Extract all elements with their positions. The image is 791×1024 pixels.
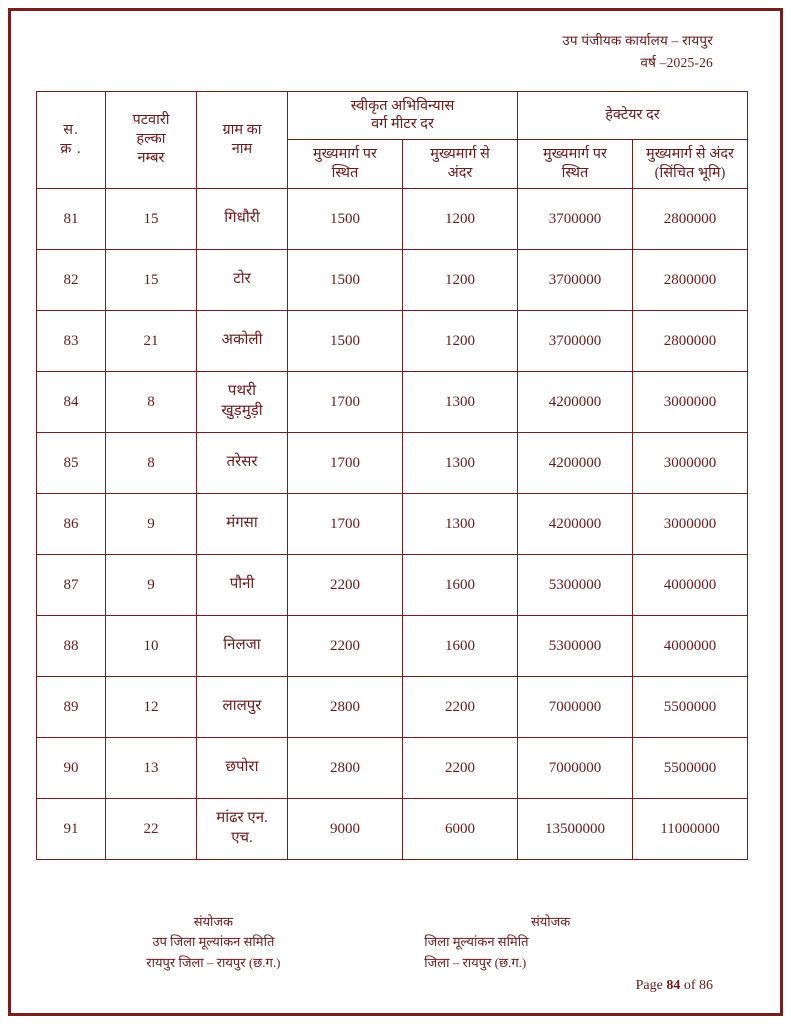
cell-hectare-main: 4200000 [518,493,633,554]
cell-sqm-main: 1500 [288,188,403,249]
table-row [37,310,748,371]
column-header-hectare-on-main-road: मुख्यमार्ग पर स्थित [518,140,633,189]
cell-hectare-inner: 2800000 [633,310,748,371]
table-row [37,493,748,554]
cell-hectare-main: 5300000 [518,554,633,615]
footer-right-line2: जिला – रायपुर (छ.ग.) [424,955,527,971]
cell-halka: 10 [106,615,197,676]
cell-serial: 88 [37,615,106,676]
column-header-patwari-halka: पटवारी हल्का नम्बर [106,91,197,188]
table-row [37,371,748,432]
table-header-row-1 [37,91,748,140]
page-total: 86 [699,978,713,993]
cell-village: निलजा [197,615,288,676]
column-header-sqm-inner: मुख्यमार्ग से अंदर [403,140,518,189]
cell-sqm-main: 2800 [288,676,403,737]
table-row [37,188,748,249]
page-label-mid: of [680,978,699,993]
cell-hectare-inner: 4000000 [633,554,748,615]
cell-hectare-inner: 5500000 [633,737,748,798]
cell-hectare-main: 3700000 [518,188,633,249]
cell-sqm-main: 1500 [288,310,403,371]
cell-hectare-main: 4200000 [518,432,633,493]
cell-sqm-inner: 1600 [403,554,518,615]
column-group-header-square-meter-rate: स्वीकृत अभिविन्यास वर्ग मीटर दर [288,91,518,140]
cell-hectare-main: 3700000 [518,249,633,310]
cell-serial: 81 [37,188,106,249]
cell-hectare-inner: 11000000 [633,798,748,859]
table-head [37,91,748,188]
table-row [37,615,748,676]
table-row [37,798,748,859]
cell-serial: 84 [37,371,106,432]
cell-village: मांढर एन. एच. [197,798,288,859]
cell-halka: 8 [106,432,197,493]
table-body [37,188,748,859]
cell-sqm-main: 1700 [288,493,403,554]
cell-sqm-inner: 6000 [403,798,518,859]
cell-halka: 15 [106,188,197,249]
cell-hectare-inner: 2800000 [633,249,748,310]
footer-left-title: संयोजक [193,913,234,929]
footer-left-line1: उप जिला मूल्यांकन समिति [152,934,275,950]
footer-signature-left [36,912,379,974]
cell-sqm-main: 9000 [288,798,403,859]
cell-serial: 91 [37,798,106,859]
page-current: 84 [666,978,681,993]
cell-halka: 15 [106,249,197,310]
cell-hectare-main: 7000000 [518,737,633,798]
cell-hectare-main: 4200000 [518,371,633,432]
page-label-prefix: Page [635,978,667,993]
cell-hectare-main: 3700000 [518,310,633,371]
page-content [36,30,755,996]
cell-hectare-inner: 4000000 [633,615,748,676]
column-header-serial: स. क्र . [37,91,106,188]
cell-village: गिधौरी [197,188,288,249]
footer-signatures [36,912,755,974]
cell-sqm-main: 1500 [288,249,403,310]
cell-hectare-main: 7000000 [518,676,633,737]
cell-sqm-inner: 2200 [403,737,518,798]
cell-halka: 21 [106,310,197,371]
fiscal-year: वर्ष –2025-26 [640,55,713,71]
footer-left-line2: रायपुर जिला – रायपुर (छ.ग.) [146,955,281,971]
footer-signature-right [400,912,755,974]
cell-serial: 85 [37,432,106,493]
cell-village: लालपुर [197,676,288,737]
cell-serial: 90 [37,737,106,798]
cell-hectare-main: 5300000 [518,615,633,676]
cell-hectare-inner: 5500000 [633,676,748,737]
cell-village: छपोरा [197,737,288,798]
cell-serial: 86 [37,493,106,554]
cell-village: अकोली [197,310,288,371]
cell-sqm-inner: 1300 [403,371,518,432]
cell-sqm-main: 1700 [288,432,403,493]
cell-sqm-main: 2200 [288,615,403,676]
cell-halka: 22 [106,798,197,859]
cell-serial: 82 [37,249,106,310]
cell-halka: 8 [106,371,197,432]
cell-sqm-inner: 1300 [403,432,518,493]
cell-village: टोर [197,249,288,310]
cell-halka: 13 [106,737,197,798]
cell-serial: 87 [37,554,106,615]
table-row [37,676,748,737]
cell-halka: 12 [106,676,197,737]
cell-halka: 9 [106,493,197,554]
cell-sqm-main: 1700 [288,371,403,432]
cell-sqm-main: 2800 [288,737,403,798]
table-row [37,554,748,615]
document-footer [36,912,755,994]
cell-hectare-inner: 3000000 [633,493,748,554]
office-title: उप पंजीयक कार्यालय – रायपुर [562,33,713,48]
cell-halka: 9 [106,554,197,615]
cell-sqm-inner: 2200 [403,676,518,737]
cell-sqm-inner: 1200 [403,310,518,371]
column-group-header-hectare-rate: हेक्टेयर दर [518,91,748,140]
column-header-village-name: ग्राम का नाम [197,91,288,188]
document-header [36,30,755,75]
cell-village: पथरी खुड़मुड़ी [197,371,288,432]
table-row [37,249,748,310]
cell-sqm-main: 2200 [288,554,403,615]
cell-village: पौनी [197,554,288,615]
page-number [36,978,755,994]
column-header-hectare-inner-irrigated: मुख्यमार्ग से अंदर (सिंचित भूमि) [633,140,748,189]
cell-serial: 89 [37,676,106,737]
rates-table [36,91,748,860]
footer-right-line1: जिला मूल्यांकन समिति [424,934,529,950]
cell-sqm-inner: 1200 [403,188,518,249]
table-row [37,432,748,493]
table-row [37,737,748,798]
cell-village: मंगसा [197,493,288,554]
cell-hectare-inner: 3000000 [633,432,748,493]
cell-sqm-inner: 1300 [403,493,518,554]
cell-sqm-inner: 1600 [403,615,518,676]
cell-serial: 83 [37,310,106,371]
cell-hectare-inner: 3000000 [633,371,748,432]
cell-hectare-inner: 2800000 [633,188,748,249]
footer-right-title: संयोजक [530,913,571,929]
cell-sqm-inner: 1200 [403,249,518,310]
cell-hectare-main: 13500000 [518,798,633,859]
column-header-sqm-on-main-road: मुख्यमार्ग पर स्थित [288,140,403,189]
cell-village: तरेसर [197,432,288,493]
